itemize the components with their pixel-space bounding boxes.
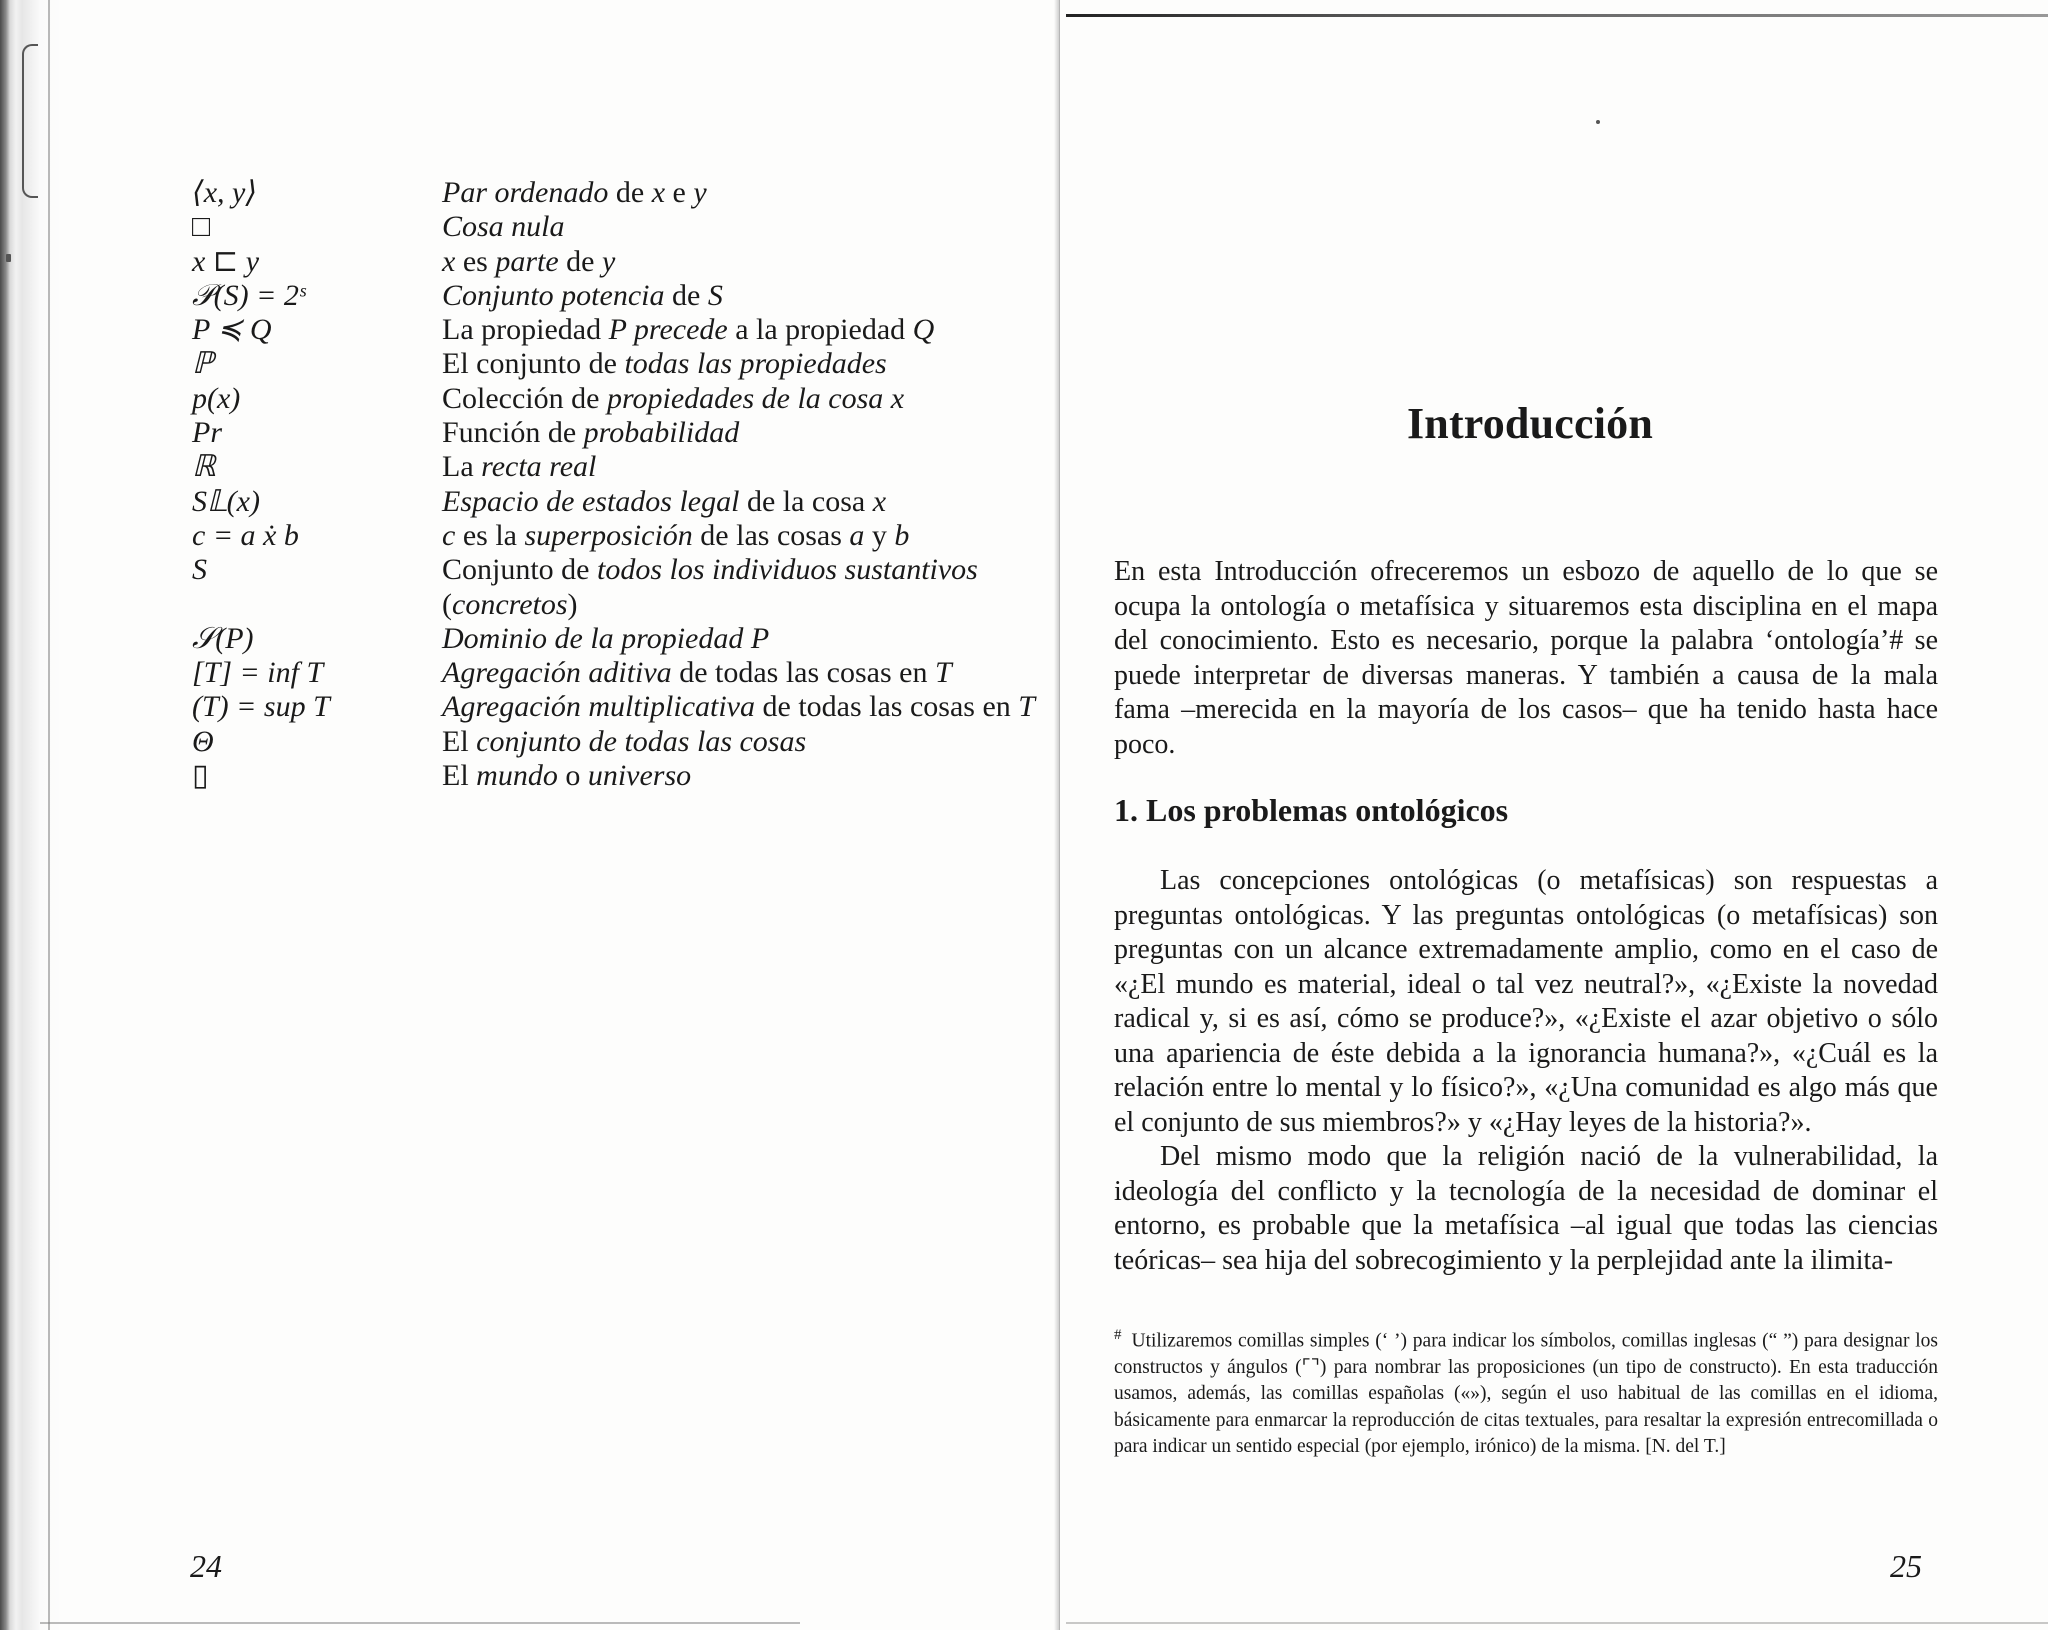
symbol-row	[192, 690, 1052, 724]
description-segment: a la propiedad	[727, 313, 913, 347]
section-body	[1114, 864, 1938, 1278]
symbol-table	[192, 176, 1052, 793]
description-segment: de	[608, 176, 652, 209]
description-segment: Conjunto de	[442, 553, 597, 587]
symbol-description	[442, 176, 1037, 210]
scan-clip-mark	[22, 44, 38, 198]
symbol-description	[442, 690, 1037, 724]
symbol-description	[442, 450, 1037, 484]
symbol-row	[192, 553, 1052, 622]
symbol-notation: ℙ	[192, 347, 214, 381]
symbol-notation: S	[192, 553, 207, 587]
symbol-row	[192, 313, 1052, 347]
symbol-description	[442, 347, 1037, 381]
description-segment: El conjunto de	[442, 347, 625, 381]
description-segment: La propiedad	[442, 313, 609, 347]
symbol-row	[192, 382, 1052, 416]
description-segment: superposición	[524, 518, 693, 552]
scan-speck	[1596, 120, 1600, 124]
symbol-notation: 𝒫(S) = 2ˢ	[192, 278, 306, 312]
description-segment: Función de	[442, 416, 584, 450]
symbol-notation: c = a ẋ b	[192, 518, 299, 552]
symbol-row	[192, 347, 1052, 381]
description-segment: de	[664, 278, 708, 312]
symbol-description	[442, 382, 1037, 416]
description-segment: La	[442, 450, 482, 484]
description-segment: a	[849, 518, 865, 552]
description-segment: Cosa nula	[442, 210, 565, 244]
description-segment: y	[601, 244, 616, 278]
page-number-right: 25	[1890, 1548, 1922, 1584]
symbol-notation: [T] = inf T	[192, 656, 324, 690]
description-segment: x	[651, 176, 666, 209]
symbol-notation: Θ	[192, 724, 214, 758]
symbol-row	[192, 416, 1052, 450]
description-segment: c	[442, 518, 456, 552]
description-segment: y	[864, 518, 895, 552]
symbol-notation: x ⊏ y	[192, 244, 260, 278]
description-segment: de la cosa	[739, 484, 873, 518]
description-segment: El	[442, 724, 477, 758]
symbol-row	[192, 176, 1052, 210]
description-segment: e	[665, 176, 694, 209]
symbol-description	[442, 313, 1037, 347]
description-segment: Conjunto potencia	[442, 278, 665, 312]
description-segment: recta real	[481, 450, 597, 484]
description-segment: de las cosas	[692, 518, 850, 552]
description-segment: Q	[912, 313, 935, 347]
footnote	[1114, 1322, 1938, 1461]
symbol-row	[192, 245, 1052, 279]
description-segment: o	[557, 759, 588, 793]
bottom-shadow-right	[1066, 1622, 2048, 1624]
symbol-description	[442, 279, 1037, 313]
intro-paragraph	[1114, 555, 1938, 762]
description-segment: mundo	[476, 759, 558, 793]
description-segment: x	[442, 244, 456, 278]
description-segment: T	[1018, 690, 1035, 724]
intro-paragraph-text: En esta Introducción ofreceremos un esbozo de aquello de lo que se ocupa la ontología o metafísica y situaremos esta disciplina en el mapa del conocimiento. Esto es necesario, porque la palabra ‘ontología’# se puede interpretar de diversas maneras. Y también a causa de la mala fama –merecida en la mayoría de los casos– que ha tenido hasta hace poco.	[1114, 556, 1938, 760]
top-page-edge	[1066, 14, 2048, 17]
symbol-row	[192, 450, 1052, 484]
description-segment: probabilidad	[583, 416, 740, 450]
bottom-shadow-left	[40, 1622, 800, 1624]
symbol-notation: p(x)	[192, 381, 241, 415]
page-edge-line	[48, 0, 50, 1630]
description-segment: es	[455, 244, 496, 278]
description-segment: todos los individuos sustantivos	[597, 553, 978, 587]
description-segment: todas las propiedades	[624, 347, 887, 381]
footnote-mark: #	[1114, 1327, 1122, 1343]
section-heading: 1. Los problemas ontológicos	[1114, 792, 1509, 828]
symbol-row	[192, 656, 1052, 690]
symbol-description	[442, 725, 1037, 759]
symbol-description	[442, 759, 1037, 793]
symbol-description	[442, 656, 1037, 690]
symbol-notation: P ≼ Q	[192, 313, 272, 347]
symbol-row	[192, 725, 1052, 759]
footnote-text: Utilizaremos comillas simples (‘ ’) para indicar los símbolos, comillas inglesas (“ ”) para designar los constructos y ángulos (⌜⌝) para nombrar las proposiciones (un tipo de constructo). En esta traducción usamos, además, las comillas españolas («»), según el uso habitual de las comillas en el idioma, básicamente para enmarcar la reproducción de citas textuales, para resaltar la expresión entrecomillada o para indicar un sentido especial (por ejemplo, irónico) de la misma. [N. del T.]	[1114, 1330, 1938, 1458]
description-segment: de todas las cosas en	[755, 690, 1019, 724]
symbol-description	[442, 416, 1037, 450]
symbol-row	[192, 622, 1052, 656]
body-paragraph: Del mismo modo que la religión nació de la vulnerabilidad, la ideología del conflicto y la tecnología de la necesidad de dominar el entorno, es probable que la metafísica –al igual que todas las ciencias teóricas– sea hija del sobrecogimiento y la perplejidad ante la ilimita-	[1114, 1141, 1938, 1276]
symbol-notation: S𝕃(x)	[192, 484, 260, 518]
symbol-notation: (T) = sup T	[192, 690, 330, 724]
scan-speck	[6, 254, 11, 262]
description-segment: Agregación aditiva	[442, 656, 672, 690]
symbol-description	[442, 245, 1037, 279]
description-segment: El	[442, 759, 477, 793]
symbol-notation: □	[192, 210, 211, 244]
description-segment: Espacio de estados legal	[442, 484, 740, 518]
symbol-row	[192, 210, 1052, 244]
description-segment: Colección de	[442, 381, 607, 415]
symbol-row	[192, 485, 1052, 519]
description-segment: b	[894, 518, 910, 552]
body-paragraph: Las concepciones ontológicas (o metafísicas) son respuestas a preguntas ontológicas. Y las preguntas ontológicas (o metafísicas) son preguntas con un alcance extremadamente amplio, como en el caso de «¿El mundo es material, ideal o tal vez neutral?», «¿Existe la novedad radical y, si es así, cómo se produce?», «¿Existe el azar objetivo o sólo una apariencia de éste debida a la ignorancia humana?», «¿Cuál es la relación entre lo mental y lo físico?», «¿Una comunidad es algo más que el conjunto de sus miembros?» y «¿Hay leyes de la historia?».	[1114, 865, 1938, 1138]
description-segment: P precede	[608, 313, 728, 347]
symbol-description	[442, 519, 1037, 553]
symbol-row	[192, 519, 1052, 553]
description-segment: concretos	[452, 587, 568, 621]
description-segment: de todas las cosas en	[671, 656, 935, 690]
description-segment: conjunto de todas las cosas	[476, 724, 807, 758]
symbol-description	[442, 553, 1037, 622]
description-segment: Par ordenado	[442, 176, 609, 209]
symbol-notation: 𝒮(P)	[192, 621, 254, 655]
description-segment: universo	[587, 759, 692, 793]
symbol-description	[442, 485, 1037, 519]
description-segment: S	[707, 278, 723, 312]
symbol-notation: ▯	[192, 759, 209, 793]
description-segment: propiedades de la cosa x	[606, 381, 905, 415]
symbol-notation: Pr	[192, 416, 222, 450]
description-segment: x	[872, 484, 887, 518]
symbol-description	[442, 210, 1037, 244]
description-segment: parte	[495, 244, 559, 278]
description-segment: T	[934, 656, 952, 690]
symbol-row	[192, 279, 1052, 313]
scan-binding-edge	[0, 0, 62, 1630]
description-segment: )	[567, 587, 578, 621]
description-segment: de	[558, 244, 602, 278]
symbol-notation: ℝ	[192, 450, 216, 484]
page-number-left: 24	[190, 1548, 222, 1584]
symbol-row	[192, 759, 1052, 793]
description-segment: (	[442, 587, 452, 621]
description-segment: es la	[455, 518, 525, 552]
description-segment: Dominio de la propiedad P	[442, 621, 770, 655]
symbol-description	[442, 622, 1037, 656]
symbol-notation: ⟨x, y⟩	[192, 176, 258, 209]
chapter-title: Introducción	[1406, 399, 1654, 448]
description-segment: y	[693, 176, 707, 209]
description-segment: Agregación multiplicativa	[442, 690, 755, 724]
